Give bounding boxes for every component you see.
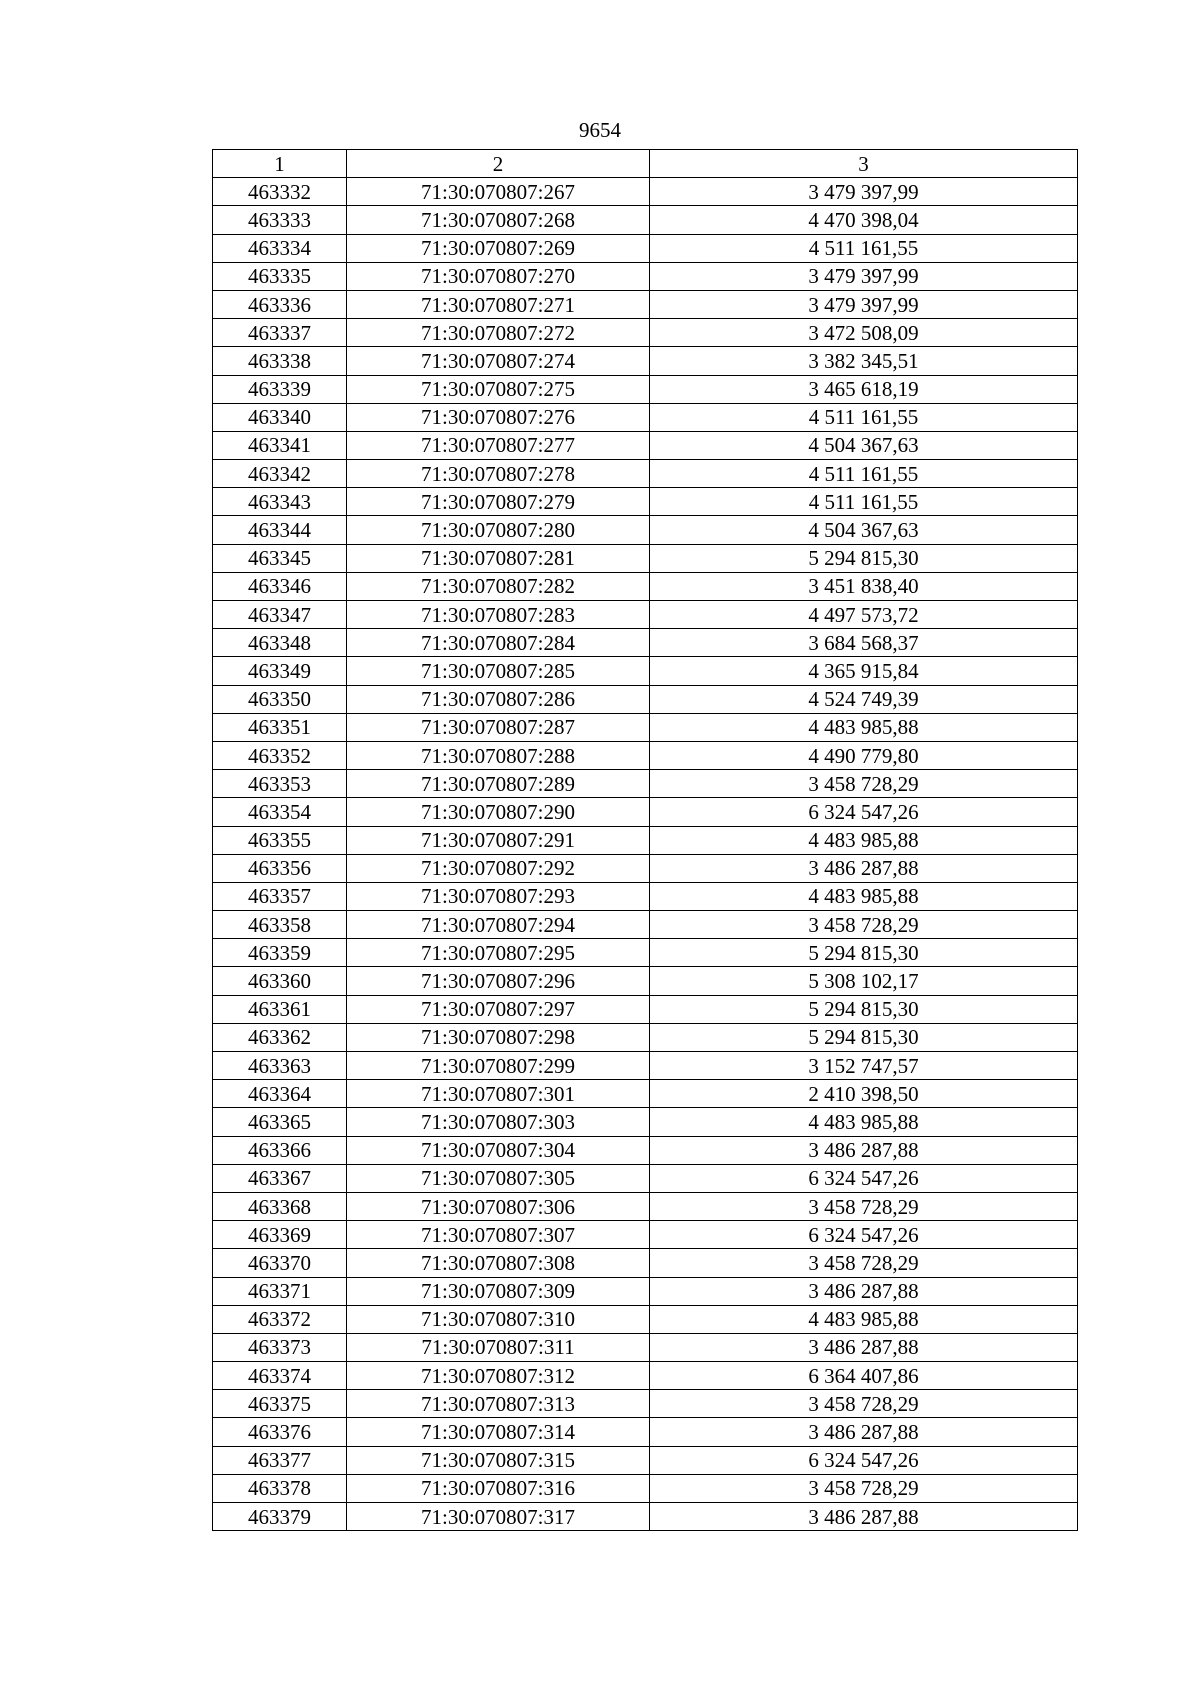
- cadastral-number-cell: 71:30:070807:298: [347, 1023, 650, 1051]
- value-cell: 4 490 779,80: [650, 741, 1078, 769]
- row-number-cell: 463341: [213, 431, 347, 459]
- row-number-cell: 463344: [213, 516, 347, 544]
- table-row: [213, 460, 1078, 488]
- cadastral-number-cell: 71:30:070807:305: [347, 1164, 650, 1192]
- value-cell: 3 382 345,51: [650, 347, 1078, 375]
- table-row: [213, 798, 1078, 826]
- value-cell: 5 294 815,30: [650, 1023, 1078, 1051]
- cadastral-number-cell: 71:30:070807:310: [347, 1305, 650, 1333]
- table-row: [213, 685, 1078, 713]
- cadastral-number-cell: 71:30:070807:303: [347, 1108, 650, 1136]
- row-number-cell: 463356: [213, 854, 347, 882]
- cadastral-number-cell: 71:30:070807:317: [347, 1503, 650, 1531]
- value-cell: 3 486 287,88: [650, 1333, 1078, 1361]
- value-cell: 4 511 161,55: [650, 403, 1078, 431]
- cadastral-number-cell: 71:30:070807:276: [347, 403, 650, 431]
- value-cell: 6 324 547,26: [650, 1164, 1078, 1192]
- row-number-cell: 463373: [213, 1333, 347, 1361]
- row-number-cell: 463346: [213, 572, 347, 600]
- page-number-text: 9654: [579, 118, 621, 142]
- value-cell: 3 486 287,88: [650, 1418, 1078, 1446]
- table-row: [213, 262, 1078, 290]
- table-row: [213, 431, 1078, 459]
- row-number-cell: 463350: [213, 685, 347, 713]
- value-cell: 4 511 161,55: [650, 460, 1078, 488]
- cadastral-number-cell: 71:30:070807:290: [347, 798, 650, 826]
- row-number-cell: 463335: [213, 262, 347, 290]
- row-number-cell: 463374: [213, 1362, 347, 1390]
- table-header: [213, 150, 1078, 178]
- value-cell: 4 483 985,88: [650, 1108, 1078, 1136]
- row-number-cell: 463367: [213, 1164, 347, 1192]
- row-number-cell: 463345: [213, 544, 347, 572]
- value-cell: 2 410 398,50: [650, 1080, 1078, 1108]
- table-row: [213, 290, 1078, 318]
- cadastral-number-cell: 71:30:070807:295: [347, 939, 650, 967]
- row-number-cell: 463338: [213, 347, 347, 375]
- table-row: [213, 741, 1078, 769]
- table-row: [213, 1052, 1078, 1080]
- table-row: [213, 234, 1078, 262]
- value-cell: 3 486 287,88: [650, 1136, 1078, 1164]
- row-number-cell: 463349: [213, 657, 347, 685]
- cadastral-number-cell: 71:30:070807:274: [347, 347, 650, 375]
- row-number-cell: 463363: [213, 1052, 347, 1080]
- row-number-cell: 463347: [213, 601, 347, 629]
- table-row: [213, 854, 1078, 882]
- value-cell: 4 483 985,88: [650, 882, 1078, 910]
- column-header-1: 1: [213, 150, 347, 178]
- row-number-cell: 463379: [213, 1503, 347, 1531]
- table-row: [213, 178, 1078, 206]
- value-cell: 3 458 728,29: [650, 1390, 1078, 1418]
- table-row: [213, 1305, 1078, 1333]
- row-number-cell: 463360: [213, 967, 347, 995]
- cadastral-number-cell: 71:30:070807:289: [347, 770, 650, 798]
- cadastral-number-cell: 71:30:070807:291: [347, 826, 650, 854]
- cadastral-number-cell: 71:30:070807:284: [347, 629, 650, 657]
- row-number-cell: 463376: [213, 1418, 347, 1446]
- table-row: [213, 826, 1078, 854]
- value-cell: 4 483 985,88: [650, 713, 1078, 741]
- cadastral-number-cell: 71:30:070807:309: [347, 1277, 650, 1305]
- cadastral-number-cell: 71:30:070807:306: [347, 1192, 650, 1220]
- value-cell: 3 458 728,29: [650, 911, 1078, 939]
- value-cell: 5 294 815,30: [650, 939, 1078, 967]
- row-number-cell: 463365: [213, 1108, 347, 1136]
- value-cell: 4 483 985,88: [650, 826, 1078, 854]
- cadastral-number-cell: 71:30:070807:316: [347, 1474, 650, 1502]
- table-row: [213, 319, 1078, 347]
- row-number-cell: 463340: [213, 403, 347, 431]
- table-row: [213, 1023, 1078, 1051]
- value-cell: 4 365 915,84: [650, 657, 1078, 685]
- value-cell: 3 451 838,40: [650, 572, 1078, 600]
- value-cell: 4 524 749,39: [650, 685, 1078, 713]
- cadastral-number-cell: 71:30:070807:292: [347, 854, 650, 882]
- value-cell: 3 479 397,99: [650, 290, 1078, 318]
- table-row: [213, 544, 1078, 572]
- row-number-cell: 463378: [213, 1474, 347, 1502]
- cadastral-number-cell: 71:30:070807:281: [347, 544, 650, 572]
- value-cell: 6 324 547,26: [650, 1446, 1078, 1474]
- row-number-cell: 463366: [213, 1136, 347, 1164]
- table-row: [213, 1136, 1078, 1164]
- row-number-cell: 463358: [213, 911, 347, 939]
- value-cell: 6 324 547,26: [650, 798, 1078, 826]
- value-cell: 3 479 397,99: [650, 178, 1078, 206]
- register-table: [212, 149, 1078, 1531]
- cadastral-number-cell: 71:30:070807:275: [347, 375, 650, 403]
- table-row: [213, 1249, 1078, 1277]
- column-header-2: 2: [347, 150, 650, 178]
- value-cell: 4 511 161,55: [650, 234, 1078, 262]
- table-row: [213, 488, 1078, 516]
- table-row: [213, 1221, 1078, 1249]
- page-number: [0, 117, 1200, 143]
- cadastral-number-cell: 71:30:070807:301: [347, 1080, 650, 1108]
- value-cell: 3 458 728,29: [650, 1249, 1078, 1277]
- cadastral-number-cell: 71:30:070807:282: [347, 572, 650, 600]
- cadastral-number-cell: 71:30:070807:304: [347, 1136, 650, 1164]
- row-number-cell: 463370: [213, 1249, 347, 1277]
- cadastral-number-cell: 71:30:070807:297: [347, 995, 650, 1023]
- row-number-cell: 463371: [213, 1277, 347, 1305]
- cadastral-number-cell: 71:30:070807:269: [347, 234, 650, 262]
- row-number-cell: 463332: [213, 178, 347, 206]
- row-number-cell: 463334: [213, 234, 347, 262]
- table-row: [213, 1108, 1078, 1136]
- value-cell: 3 472 508,09: [650, 319, 1078, 347]
- value-cell: 5 294 815,30: [650, 544, 1078, 572]
- cadastral-number-cell: 71:30:070807:312: [347, 1362, 650, 1390]
- cadastral-number-cell: 71:30:070807:277: [347, 431, 650, 459]
- value-cell: 3 684 568,37: [650, 629, 1078, 657]
- table-row: [213, 1277, 1078, 1305]
- value-cell: 4 470 398,04: [650, 206, 1078, 234]
- value-cell: 3 486 287,88: [650, 1503, 1078, 1531]
- value-cell: 4 511 161,55: [650, 488, 1078, 516]
- cadastral-number-cell: 71:30:070807:296: [347, 967, 650, 995]
- cadastral-number-cell: 71:30:070807:270: [347, 262, 650, 290]
- value-cell: 5 294 815,30: [650, 995, 1078, 1023]
- cadastral-number-cell: 71:30:070807:280: [347, 516, 650, 544]
- cadastral-number-cell: 71:30:070807:299: [347, 1052, 650, 1080]
- cadastral-number-cell: 71:30:070807:286: [347, 685, 650, 713]
- cadastral-number-cell: 71:30:070807:315: [347, 1446, 650, 1474]
- row-number-cell: 463372: [213, 1305, 347, 1333]
- row-number-cell: 463339: [213, 375, 347, 403]
- cadastral-number-cell: 71:30:070807:288: [347, 741, 650, 769]
- row-number-cell: 463359: [213, 939, 347, 967]
- row-number-cell: 463342: [213, 460, 347, 488]
- table-row: [213, 911, 1078, 939]
- value-cell: 3 458 728,29: [650, 1474, 1078, 1502]
- cadastral-number-cell: 71:30:070807:314: [347, 1418, 650, 1446]
- row-number-cell: 463343: [213, 488, 347, 516]
- table-row: [213, 572, 1078, 600]
- cadastral-number-cell: 71:30:070807:271: [347, 290, 650, 318]
- table-row: [213, 770, 1078, 798]
- row-number-cell: 463362: [213, 1023, 347, 1051]
- column-header-3: 3: [650, 150, 1078, 178]
- value-cell: 4 483 985,88: [650, 1305, 1078, 1333]
- table-row: [213, 1418, 1078, 1446]
- table-row: [213, 516, 1078, 544]
- table-row: [213, 601, 1078, 629]
- cadastral-number-cell: 71:30:070807:272: [347, 319, 650, 347]
- value-cell: 3 486 287,88: [650, 854, 1078, 882]
- table-row: [213, 1362, 1078, 1390]
- table-row: [213, 347, 1078, 375]
- cadastral-number-cell: 71:30:070807:278: [347, 460, 650, 488]
- value-cell: 5 308 102,17: [650, 967, 1078, 995]
- value-cell: 3 465 618,19: [650, 375, 1078, 403]
- row-number-cell: 463377: [213, 1446, 347, 1474]
- table-row: [213, 1192, 1078, 1220]
- row-number-cell: 463333: [213, 206, 347, 234]
- table-row: [213, 1446, 1078, 1474]
- row-number-cell: 463336: [213, 290, 347, 318]
- table-row: [213, 713, 1078, 741]
- row-number-cell: 463354: [213, 798, 347, 826]
- row-number-cell: 463352: [213, 741, 347, 769]
- table-row: [213, 403, 1078, 431]
- table-row: [213, 1503, 1078, 1531]
- cadastral-number-cell: 71:30:070807:313: [347, 1390, 650, 1418]
- row-number-cell: 463351: [213, 713, 347, 741]
- value-cell: 3 152 747,57: [650, 1052, 1078, 1080]
- cadastral-number-cell: 71:30:070807:268: [347, 206, 650, 234]
- row-number-cell: 463337: [213, 319, 347, 347]
- table-row: [213, 206, 1078, 234]
- value-cell: 6 324 547,26: [650, 1221, 1078, 1249]
- value-cell: 3 458 728,29: [650, 770, 1078, 798]
- table-row: [213, 1333, 1078, 1361]
- cadastral-number-cell: 71:30:070807:294: [347, 911, 650, 939]
- cadastral-number-cell: 71:30:070807:279: [347, 488, 650, 516]
- table-row: [213, 1474, 1078, 1502]
- value-cell: 4 497 573,72: [650, 601, 1078, 629]
- value-cell: 3 458 728,29: [650, 1192, 1078, 1220]
- row-number-cell: 463364: [213, 1080, 347, 1108]
- table-row: [213, 1390, 1078, 1418]
- table-row: [213, 375, 1078, 403]
- cadastral-number-cell: 71:30:070807:283: [347, 601, 650, 629]
- cadastral-number-cell: 71:30:070807:308: [347, 1249, 650, 1277]
- cadastral-number-cell: 71:30:070807:307: [347, 1221, 650, 1249]
- value-cell: 6 364 407,86: [650, 1362, 1078, 1390]
- cadastral-number-cell: 71:30:070807:311: [347, 1333, 650, 1361]
- table-row: [213, 967, 1078, 995]
- cadastral-number-cell: 71:30:070807:293: [347, 882, 650, 910]
- table-row: [213, 657, 1078, 685]
- table-row: [213, 939, 1078, 967]
- header-row: [213, 150, 1078, 178]
- value-cell: 3 479 397,99: [650, 262, 1078, 290]
- cadastral-number-cell: 71:30:070807:285: [347, 657, 650, 685]
- row-number-cell: 463348: [213, 629, 347, 657]
- table-row: [213, 882, 1078, 910]
- value-cell: 4 504 367,63: [650, 431, 1078, 459]
- row-number-cell: 463357: [213, 882, 347, 910]
- cadastral-number-cell: 71:30:070807:287: [347, 713, 650, 741]
- value-cell: 3 486 287,88: [650, 1277, 1078, 1305]
- row-number-cell: 463375: [213, 1390, 347, 1418]
- row-number-cell: 463369: [213, 1221, 347, 1249]
- value-cell: 4 504 367,63: [650, 516, 1078, 544]
- row-number-cell: 463355: [213, 826, 347, 854]
- row-number-cell: 463353: [213, 770, 347, 798]
- table-row: [213, 995, 1078, 1023]
- table-row: [213, 1080, 1078, 1108]
- table-row: [213, 1164, 1078, 1192]
- row-number-cell: 463361: [213, 995, 347, 1023]
- row-number-cell: 463368: [213, 1192, 347, 1220]
- cadastral-number-cell: 71:30:070807:267: [347, 178, 650, 206]
- table-body: [213, 178, 1078, 1531]
- table-row: [213, 629, 1078, 657]
